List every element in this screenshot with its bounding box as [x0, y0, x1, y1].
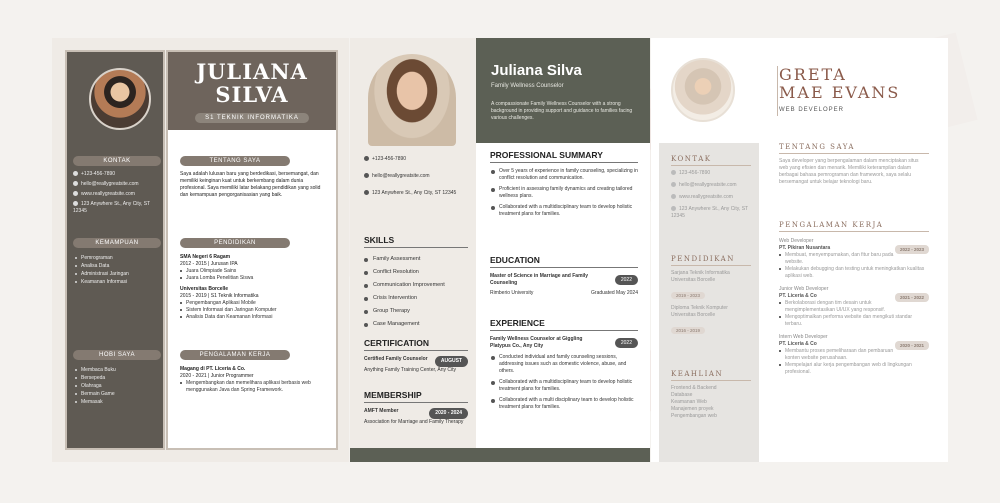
footer-bar	[350, 448, 650, 462]
skill-item: Pengembangan web	[671, 413, 717, 419]
job-bullet: Mempelajari alur kerja pengembangan web di lingkungan profesional.	[779, 362, 929, 376]
edu-school: Universitas Borcelle	[671, 277, 716, 283]
job-company-row: PT. Liceria & Co 2021 - 2022	[779, 293, 929, 300]
skill-item: Database	[671, 392, 693, 398]
job-title: Web Developer	[779, 238, 814, 244]
skill-item: Communication Improvement	[364, 279, 468, 292]
job-bullet: Berkolaborasi dengan tim desain untuk mengimplementasikan UI/UX yang responsif.	[779, 300, 929, 314]
skills-heading: KEMAMPUAN	[73, 238, 161, 248]
resume-card-juliana-informatika[interactable]	[52, 38, 349, 462]
education-heading: EDUCATION	[490, 255, 638, 268]
contact-address: 123 Anywhere St., Any City, ST 12345	[671, 206, 749, 219]
experience-heading: EXPERIENCE	[490, 318, 638, 331]
name: Juliana Silva	[491, 62, 582, 79]
mail-icon	[73, 181, 78, 186]
about-text: Saya adalah lulusan baru yang berdedikasi, bersemangat, dan memiliki keinginan kuat untuk berkembang dalam dunia profesional. Saya memiliki latar belakang pendidikan yang solid dan kemampuan pengorganisasian yang baik.	[180, 171, 321, 198]
school-bullet: Analisis Data dan Keamanan Informasi	[180, 314, 330, 321]
school-bullet: Sistem Informasi dan Jaringan Komputer	[180, 307, 330, 314]
hobby-item: Membaca Buku	[73, 366, 161, 374]
exp-point: Conducted individual and family counseling sessions, addressing issues such as domestic violence, abuse, and others.	[490, 354, 638, 375]
job-company-row: PT. Pikiran Nusantara 2022 - 2023	[779, 245, 929, 252]
experience-heading: PENGALAMAN KERJA	[180, 350, 290, 360]
profile-photo	[89, 68, 151, 130]
edu-degree: Sarjana Teknik Informatika	[671, 270, 730, 276]
mail-icon	[671, 182, 676, 187]
role: Family Wellness Counselor	[491, 83, 564, 89]
job-bullet: Membuat, menyempurnakan, dan fitur baru pada website.	[779, 252, 929, 266]
hobby-item: Olahraga	[73, 382, 161, 390]
job-bullet: Mengembangkan dan memelihara aplikasi berbasis web menggunakan Java dan Spring Framework.	[180, 380, 330, 394]
education-heading: PENDIDIKAN	[180, 238, 290, 248]
school-bullet: Pengembangan Aplikasi Mobile	[180, 300, 330, 307]
divider	[777, 66, 778, 116]
member-org: Association for Marriage and Family Therapy	[364, 419, 464, 425]
skill-item: Group Therapy	[364, 305, 468, 318]
skill-item: Administrasi Jaringan	[73, 270, 161, 278]
skill-item: Keamanan Web	[671, 399, 707, 405]
education-section	[490, 255, 638, 297]
hobby-item: Bersepeda	[73, 374, 161, 382]
member-date-badge: 2020 - 2024	[429, 408, 468, 419]
job-title: Intern Web Developer	[779, 334, 828, 340]
contact-section	[364, 156, 468, 197]
contact-phone: +123-456-7890	[73, 171, 161, 178]
experience-row	[490, 336, 638, 350]
job-bullet: Melakukan debugging dan testing untuk meningkatkan kualitas aplikasi web.	[779, 266, 929, 280]
left-column	[350, 38, 476, 462]
experience-section	[779, 221, 929, 376]
job-years-badge: 2021 - 2022	[895, 293, 929, 302]
education-heading: PENDIDIKAN	[671, 255, 751, 266]
job-bullet: Membantu proses pemeliharaan dan pembaruan konten website perusahaan.	[779, 348, 929, 362]
name-header	[779, 66, 939, 113]
mail-icon	[364, 173, 369, 178]
school-name: SMA Negeri 6 Ragam	[180, 254, 231, 260]
profile-photo	[671, 58, 735, 122]
membership-section	[364, 390, 468, 426]
school-bullet: Juara Lomba Penelitian Siswa	[180, 275, 330, 282]
summary-point: Collaborated with a multidisciplinary team to develop holistic treatment plans for families.	[490, 204, 638, 218]
contact-web: www.reallygreatsite.com	[73, 191, 161, 198]
edu-school-row: Rimberio University Graduated May 2024	[490, 290, 638, 296]
member-title: AMFT Member 2020 - 2024	[364, 408, 468, 415]
skill-item: Keamanan Informasi	[73, 278, 161, 286]
exp-point: Collaborated with a multi disciplinary team to develop holistic treatment plans for families.	[490, 397, 638, 411]
certification-section	[364, 338, 468, 374]
cert-date-badge: AUGUST	[435, 356, 468, 367]
name-header	[476, 38, 650, 143]
certification-heading: CERTIFICATION	[364, 338, 468, 351]
job-years-badge: 2020 - 2021	[895, 341, 929, 350]
exp-year-badge: 2022	[615, 338, 638, 348]
resume-card-greta[interactable]	[651, 38, 948, 462]
job-years: 2020 - 2021 | Junior Programmer	[180, 373, 254, 379]
education-row	[490, 273, 638, 287]
phone-icon	[73, 171, 78, 176]
job-title: Junior Web Developer	[779, 286, 829, 292]
about-heading: TENTANG SAYA	[779, 143, 929, 154]
role: WEB DEVELOPER	[779, 107, 845, 113]
job-company-row: PT. Liceria & Co 2020 - 2021	[779, 341, 929, 348]
globe-icon	[73, 191, 78, 196]
education-section	[180, 238, 330, 321]
name-last: MAE EVANS	[779, 83, 901, 102]
skills-section	[364, 235, 468, 331]
skill-item: Frontend & Backend	[671, 385, 717, 391]
location-icon	[671, 206, 676, 211]
summary-point: Proficient in assessing family dynamics and creating tailored wellness plans.	[490, 186, 638, 200]
membership-heading: MEMBERSHIP	[364, 390, 468, 403]
name-first: JULIANA	[196, 59, 308, 84]
school-name: Universitas Borcelle	[180, 286, 229, 292]
about-section	[779, 143, 929, 186]
name-last: SILVA	[215, 82, 289, 107]
cert-org: Anything Family Training Center, Any City	[364, 367, 456, 373]
contact-phone: 123-456-7890	[671, 170, 751, 177]
about-text: Saya developer yang berpengalaman dalam menciptakan situs web yang efisien dan menarik. Memiliki keterampilan dalam berbagai bahasa pemrograman dan framework, saya selalu bersemangat untuk belajar teknologi baru.	[779, 158, 919, 185]
cert-title: Certified Family Counselor AUGUST	[364, 356, 468, 363]
edu-years-badge: 2019 - 2023	[671, 292, 705, 299]
skill-item: Analisa Data	[73, 262, 161, 270]
name-first: GRETA	[779, 65, 847, 84]
contact-address: 123 Anywhere St., Any City, ST 12345	[364, 190, 468, 197]
phone-icon	[364, 156, 369, 161]
skills-section	[73, 238, 161, 286]
hobbies-section	[73, 350, 161, 406]
skill-item: Family Assessment	[364, 253, 468, 266]
school-years: 2012 - 2015 | Jurusan IPA	[180, 261, 238, 267]
skill-item: Crisis Intervention	[364, 292, 468, 305]
contact-web: www.reallygreatsite.com	[671, 194, 751, 201]
hobby-item: Bermain Game	[73, 390, 161, 398]
sidebar	[65, 50, 165, 450]
edu-school: Universitas Borcelle	[671, 312, 716, 318]
contact-section	[73, 156, 161, 215]
experience-section	[490, 318, 638, 415]
skills-heading: KEAHLIAN	[671, 370, 751, 381]
job-years-badge: 2022 - 2023	[895, 245, 929, 254]
edu-years-badge: 2016 - 2019	[671, 327, 705, 334]
main-column	[166, 50, 338, 450]
globe-icon	[671, 194, 676, 199]
skill-item: Conflict Resolution	[364, 266, 468, 279]
phone-icon	[671, 170, 676, 175]
contact-heading: KONTAK	[73, 156, 161, 166]
experience-heading: PENGALAMAN KERJA	[779, 221, 929, 232]
job-company: Magang di PT. Liceria & Co.	[180, 366, 246, 372]
school-bullet: Juara Olimpiade Sains	[180, 268, 330, 275]
exp-point: Collaborated with a multidisciplinary team to develop holistic treatment plans for families.	[490, 379, 638, 393]
location-icon	[364, 190, 369, 195]
education-section	[671, 255, 751, 337]
location-icon	[73, 201, 78, 206]
school-years: 2015 - 2019 | S1 Teknik Informatika	[180, 293, 259, 299]
skill-item: Manajemen proyek	[671, 406, 714, 412]
edu-degree: Master of Science in Marriage and Family Counseling	[490, 273, 589, 286]
contact-address: 123 Anywhere St., Any City, ST 12345	[73, 201, 151, 214]
contact-email: hello@reallygreatsite.com	[73, 181, 161, 188]
experience-section	[180, 350, 330, 394]
exp-title: Family Wellness Counselor at Giggling Platypus Co., Any City	[490, 336, 583, 349]
skills-heading: SKILLS	[364, 235, 468, 248]
contact-heading: KONTAK	[671, 155, 751, 166]
skill-item: Case Management	[364, 318, 468, 331]
contact-email: hello@reallygreatsite.com	[364, 173, 468, 180]
summary-section	[490, 150, 638, 222]
role-badge: S1 TEKNIK INFORMATIKA	[195, 113, 309, 123]
edu-degree: Diploma Teknik Komputer	[671, 305, 728, 311]
contact-email: hello@reallygreatsite.com	[671, 182, 751, 189]
name-header	[168, 52, 336, 130]
contact-section	[671, 155, 751, 220]
hobbies-heading: HOBI SAYA	[73, 350, 161, 360]
bio: A compassionate Family Wellness Counselor with a strong background in providing support and guidance to families facing various challenges.	[491, 101, 633, 121]
job-bullet: Mengoptimalkan performa website dan mengikuti standar terbaru.	[779, 314, 929, 328]
hobby-item: Memasak	[73, 398, 161, 406]
skills-section	[671, 370, 751, 420]
left-column	[659, 143, 759, 462]
edu-year-badge: 2022	[615, 275, 638, 285]
contact-phone: +123-456-7890	[364, 156, 468, 163]
summary-heading: PROFESSIONAL SUMMARY	[490, 150, 638, 163]
skill-item: Pemrograman	[73, 254, 161, 262]
about-heading: TENTANG SAYA	[180, 156, 290, 166]
resume-card-juliana-counselor[interactable]	[350, 38, 650, 462]
about-section	[180, 156, 326, 199]
summary-point: Over 5 years of experience in family counseling, specializing in conflict resolution and communication.	[490, 168, 638, 182]
profile-photo	[368, 54, 456, 146]
